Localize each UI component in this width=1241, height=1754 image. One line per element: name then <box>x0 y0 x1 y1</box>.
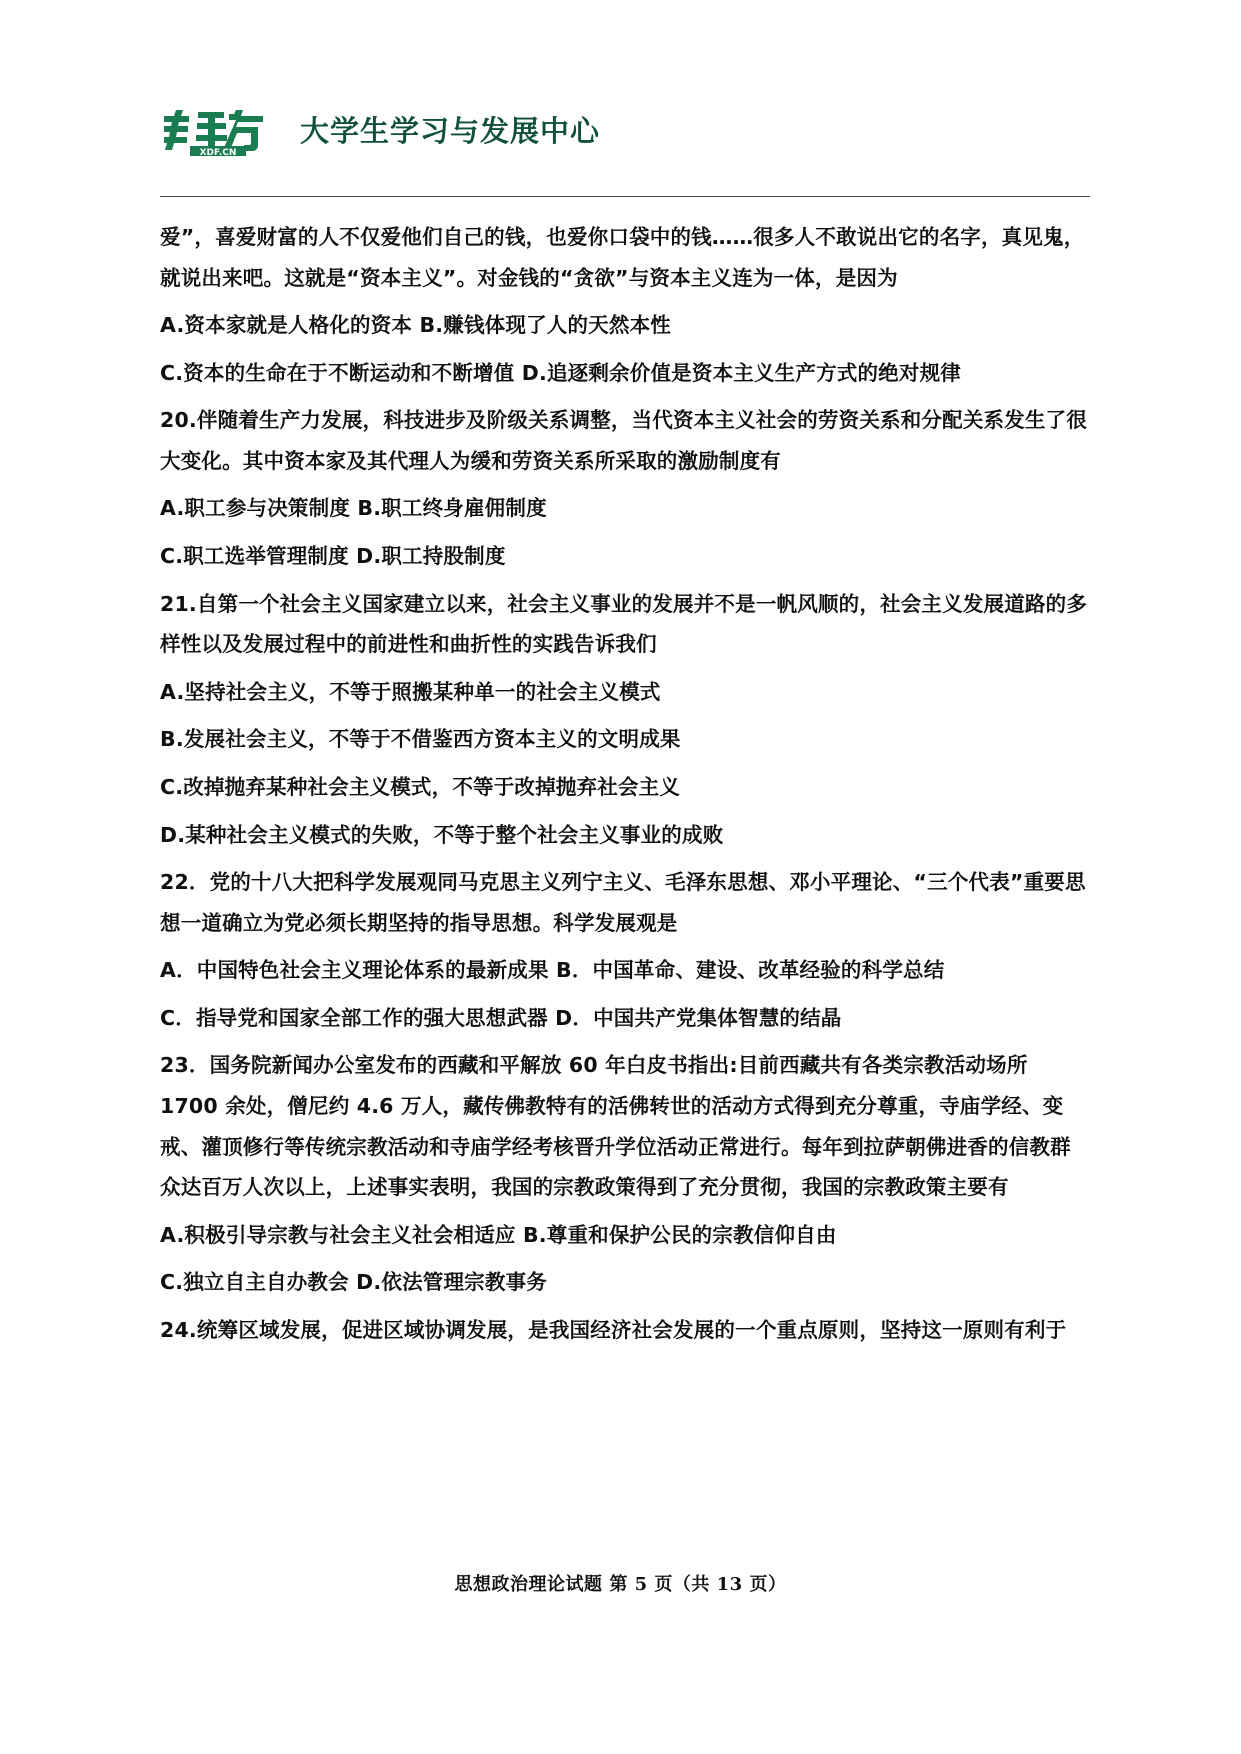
option-line: C.独立自主自办教会 D.依法管理宗教事务 <box>160 1270 547 1295</box>
document-body <box>160 217 1090 1350</box>
question-21: 21.自第一个社会主义国家建立以来，社会主义事业的发展并不是一帆风顺的，社会主义发展道路的多样性以及发展过程中的前进性和曲折性的实践告诉我们 <box>160 591 1088 657</box>
option-line: A.积极引导宗教与社会主义社会相适应 B.尊重和保护公民的宗教信仰自由 <box>160 1222 837 1247</box>
brand-title: 大学生学习与发展中心 <box>300 113 601 148</box>
question-23: 23．国务院新闻办公室发布的西藏和平解放 60 年白皮书指出:目前西藏共有各类宗教活动场所 1700 余处，僧尼约 4.6 万人，藏传佛教特有的活佛转世的活动方式得到充分尊重，寺庙学经、变戒、灌顶修行等传统宗教活动和寺庙学经考核晋升学位活动正常进行。每年到拉萨朝佛进香的信教群众达百万人次以上，上述事实表明，我国的宗教政策得到了充分贯彻，我国的宗教政策主要有 <box>160 1053 1071 1200</box>
option-line: A.坚持社会主义，不等于照搬某种单一的社会主义模式 <box>160 679 661 704</box>
paragraph: 爱”，喜爱财富的人不仅爱他们自己的钱，也爱你口袋中的钱……很多人不敢说出它的名字，真见鬼，就说出来吧。这就是“资本主义”。对金钱的“贪欲”与资本主义连为一体，是因为 <box>160 225 1085 290</box>
page-content <box>160 100 1090 1357</box>
option-line: A．中国特色社会主义理论体系的最新成果 B．中国革命、建设、改革经验的科学总结 <box>160 958 945 983</box>
option-line: C.职工选举管理制度 D.职工持股制度 <box>160 544 506 569</box>
question-20: 20.伴随着生产力发展，科技进步及阶级关系调整，当代资本主义社会的劳资关系和分配关系发生了很大变化。其中资本家及其代理人为缓和劳资关系所采取的激励制度有 <box>160 408 1088 473</box>
option-line: A.职工参与决策制度 B.职工终身雇佣制度 <box>160 496 547 521</box>
option-line: C.资本的生命在于不断运动和不断增值 D.追逐剩余价值是资本主义生产方式的绝对规律 <box>160 360 961 385</box>
header-divider <box>160 196 1090 197</box>
document-masthead <box>160 100 1090 158</box>
page-footer: 思想政治理论试题 第 5 页（共 13 页） <box>454 1574 787 1595</box>
question-24: 24.统筹区域发展，促进区域协调发展，是我国经济社会发展的一个重点原则，坚持这一原则有利于 <box>160 1317 1067 1342</box>
option-line: C．指导党和国家全部工作的强大思想武器 D．中国共产党集体智慧的结晶 <box>160 1005 842 1030</box>
option-line: B.发展社会主义，不等于不借鉴西方资本主义的文明成果 <box>160 727 681 752</box>
option-line: C.改掉抛弃某种社会主义模式，不等于改掉抛弃社会主义 <box>160 774 681 799</box>
xdf-logo <box>160 104 278 154</box>
question-22: 22．党的十八大把科学发展观同马克思主义列宁主义、毛泽东思想、邓小平理论、“三个代表”重要思想一道确立为党必须长期坚持的指导思想。科学发展观是 <box>160 870 1086 935</box>
option-line: A.资本家就是人格化的资本 B.赚钱体现了人的天然本性 <box>160 313 671 338</box>
option-line: D.某种社会主义模式的失败，不等于整个社会主义事业的成败 <box>160 822 724 847</box>
svg-text:XDF.CN: XDF.CN <box>199 148 237 156</box>
